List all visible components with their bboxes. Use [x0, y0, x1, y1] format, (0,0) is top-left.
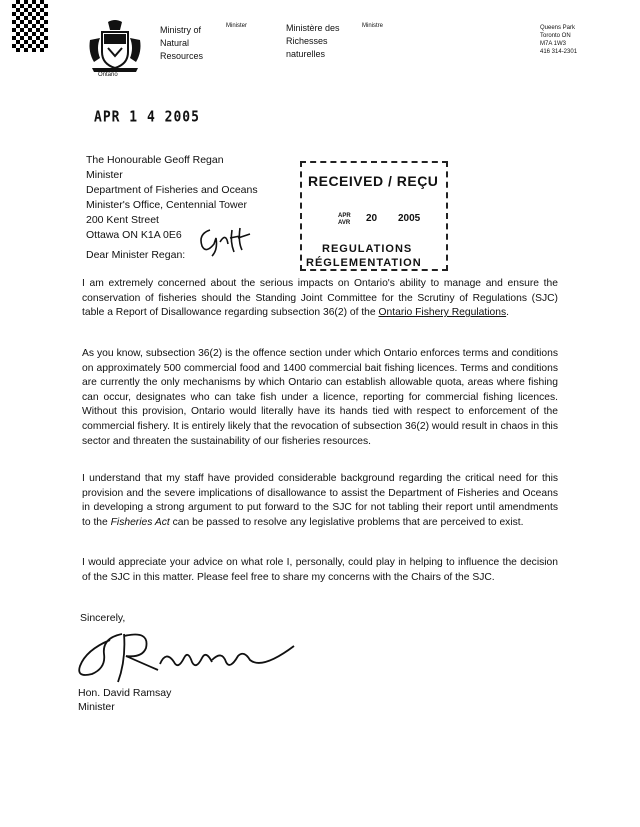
paragraph-text: I understand that my staff have provided considerable background regarding the critical need for this provision and the severe implications of disallowance to assist the Department of Fisheries and Oceans in developing a strong argument to put forward to the SJC for not tabling their report until amendments to the [82, 473, 558, 528]
recipient-line: The Honourable Geoff Regan [86, 154, 224, 166]
ministry-en-line: Resources [160, 51, 204, 61]
stamp-year: 2005 [398, 213, 421, 224]
ministry-name-en [160, 24, 203, 63]
address-line: Queens Park [540, 25, 576, 31]
recipient-line: 200 Kent Street [86, 214, 159, 226]
signer-block [78, 686, 171, 714]
checkered-corner-mark [12, 0, 48, 52]
stamp-month [338, 213, 351, 227]
ministry-en-line: Natural [160, 38, 190, 48]
stamp-received-text: RECEIVED / REÇU [308, 173, 439, 189]
stamp-regulations: REGULATIONS [322, 243, 413, 255]
recipient-line: Minister's Office, Centennial Tower [86, 199, 247, 211]
recipient-line: Ottawa ON K1A 0E6 [86, 229, 182, 241]
received-stamp [300, 161, 448, 271]
stamp-reglementation: RÉGLEMENTATION [306, 257, 422, 269]
paragraph-text: can be passed to resolve any legislative problems that are perceived to exist. [169, 516, 524, 528]
signer-name: Hon. David Ramsay [78, 687, 172, 699]
paragraph-text: I am extremely concerned about the serious impacts on Ontario's ability to manage and ensure the conservation of fisheries should the Standing Joint Committee for the Scrutiny of Regulations (SJC) table a Report of Disallowance regarding subsection 36(2) of the [82, 278, 558, 319]
paragraph-2 [82, 347, 558, 449]
paragraph-text: I would appreciate your advice on what role I, personally, could play in helping to influence the decision of the SJC in this matter. Please feel free to share my concerns with the Chairs of the SJC. [82, 557, 558, 583]
ministry-fr-line: naturelles [286, 49, 326, 59]
crest-label: Ontario [98, 72, 118, 78]
act-title: Fisheries Act [110, 516, 170, 528]
recipient-line: Minister [86, 169, 123, 181]
ministry-name-fr [286, 22, 340, 61]
stamp-month-en: APR [338, 213, 351, 219]
minister-label-en: Minister [226, 23, 248, 29]
ministry-fr-line: Ministère des [286, 23, 340, 33]
ministry-fr-line: Richesses [286, 36, 328, 46]
signer-title: Minister [78, 701, 115, 713]
paragraph-4 [82, 556, 558, 585]
ontario-crest-icon [84, 18, 146, 80]
paragraph-text: As you know, subsection 36(2) is the offence section under which Ontario enforces terms and conditions on approximately 500 commercial food and 1400 commercial bait fishing licences. Terms and conditions are currently the only mechanisms by which Ontario can establish allowable quota, areas where fishing can occur, designates who can take fish under a licence, reporting for commercial fishing licences. Without this provision, Ontario would literally have its hands tied with respect to enforcement of the commercial fishery. It is entirely likely that the revocation of subsection 36(2) would result in chaos in this sector and threaten the sustainability of our fisheries resources. [82, 348, 558, 447]
minister-label-fr: Ministre [362, 23, 384, 29]
paragraph-1 [82, 277, 558, 321]
regulation-title: Ontario Fishery Regulations [378, 307, 507, 319]
address-line: M7A 1W3 [540, 41, 567, 47]
stamp-month-fr: AVR [338, 220, 351, 226]
stamp-day: 20 [366, 213, 378, 224]
handwritten-note-icon [196, 222, 252, 258]
letter-date: APR 1 4 2005 [94, 108, 200, 127]
address-line: 416 314-2301 [540, 49, 578, 55]
signature-icon [66, 620, 296, 690]
recipient-line: Department of Fisheries and Oceans [86, 184, 258, 196]
address-line: Toronto ON [540, 33, 571, 39]
ministry-en-line: Ministry of [160, 25, 202, 35]
salutation: Dear Minister Regan: [86, 249, 186, 261]
paragraph-text: . [506, 307, 510, 319]
ministry-address [540, 24, 577, 56]
paragraph-3 [82, 472, 558, 530]
closing: Sincerely, [80, 612, 126, 624]
